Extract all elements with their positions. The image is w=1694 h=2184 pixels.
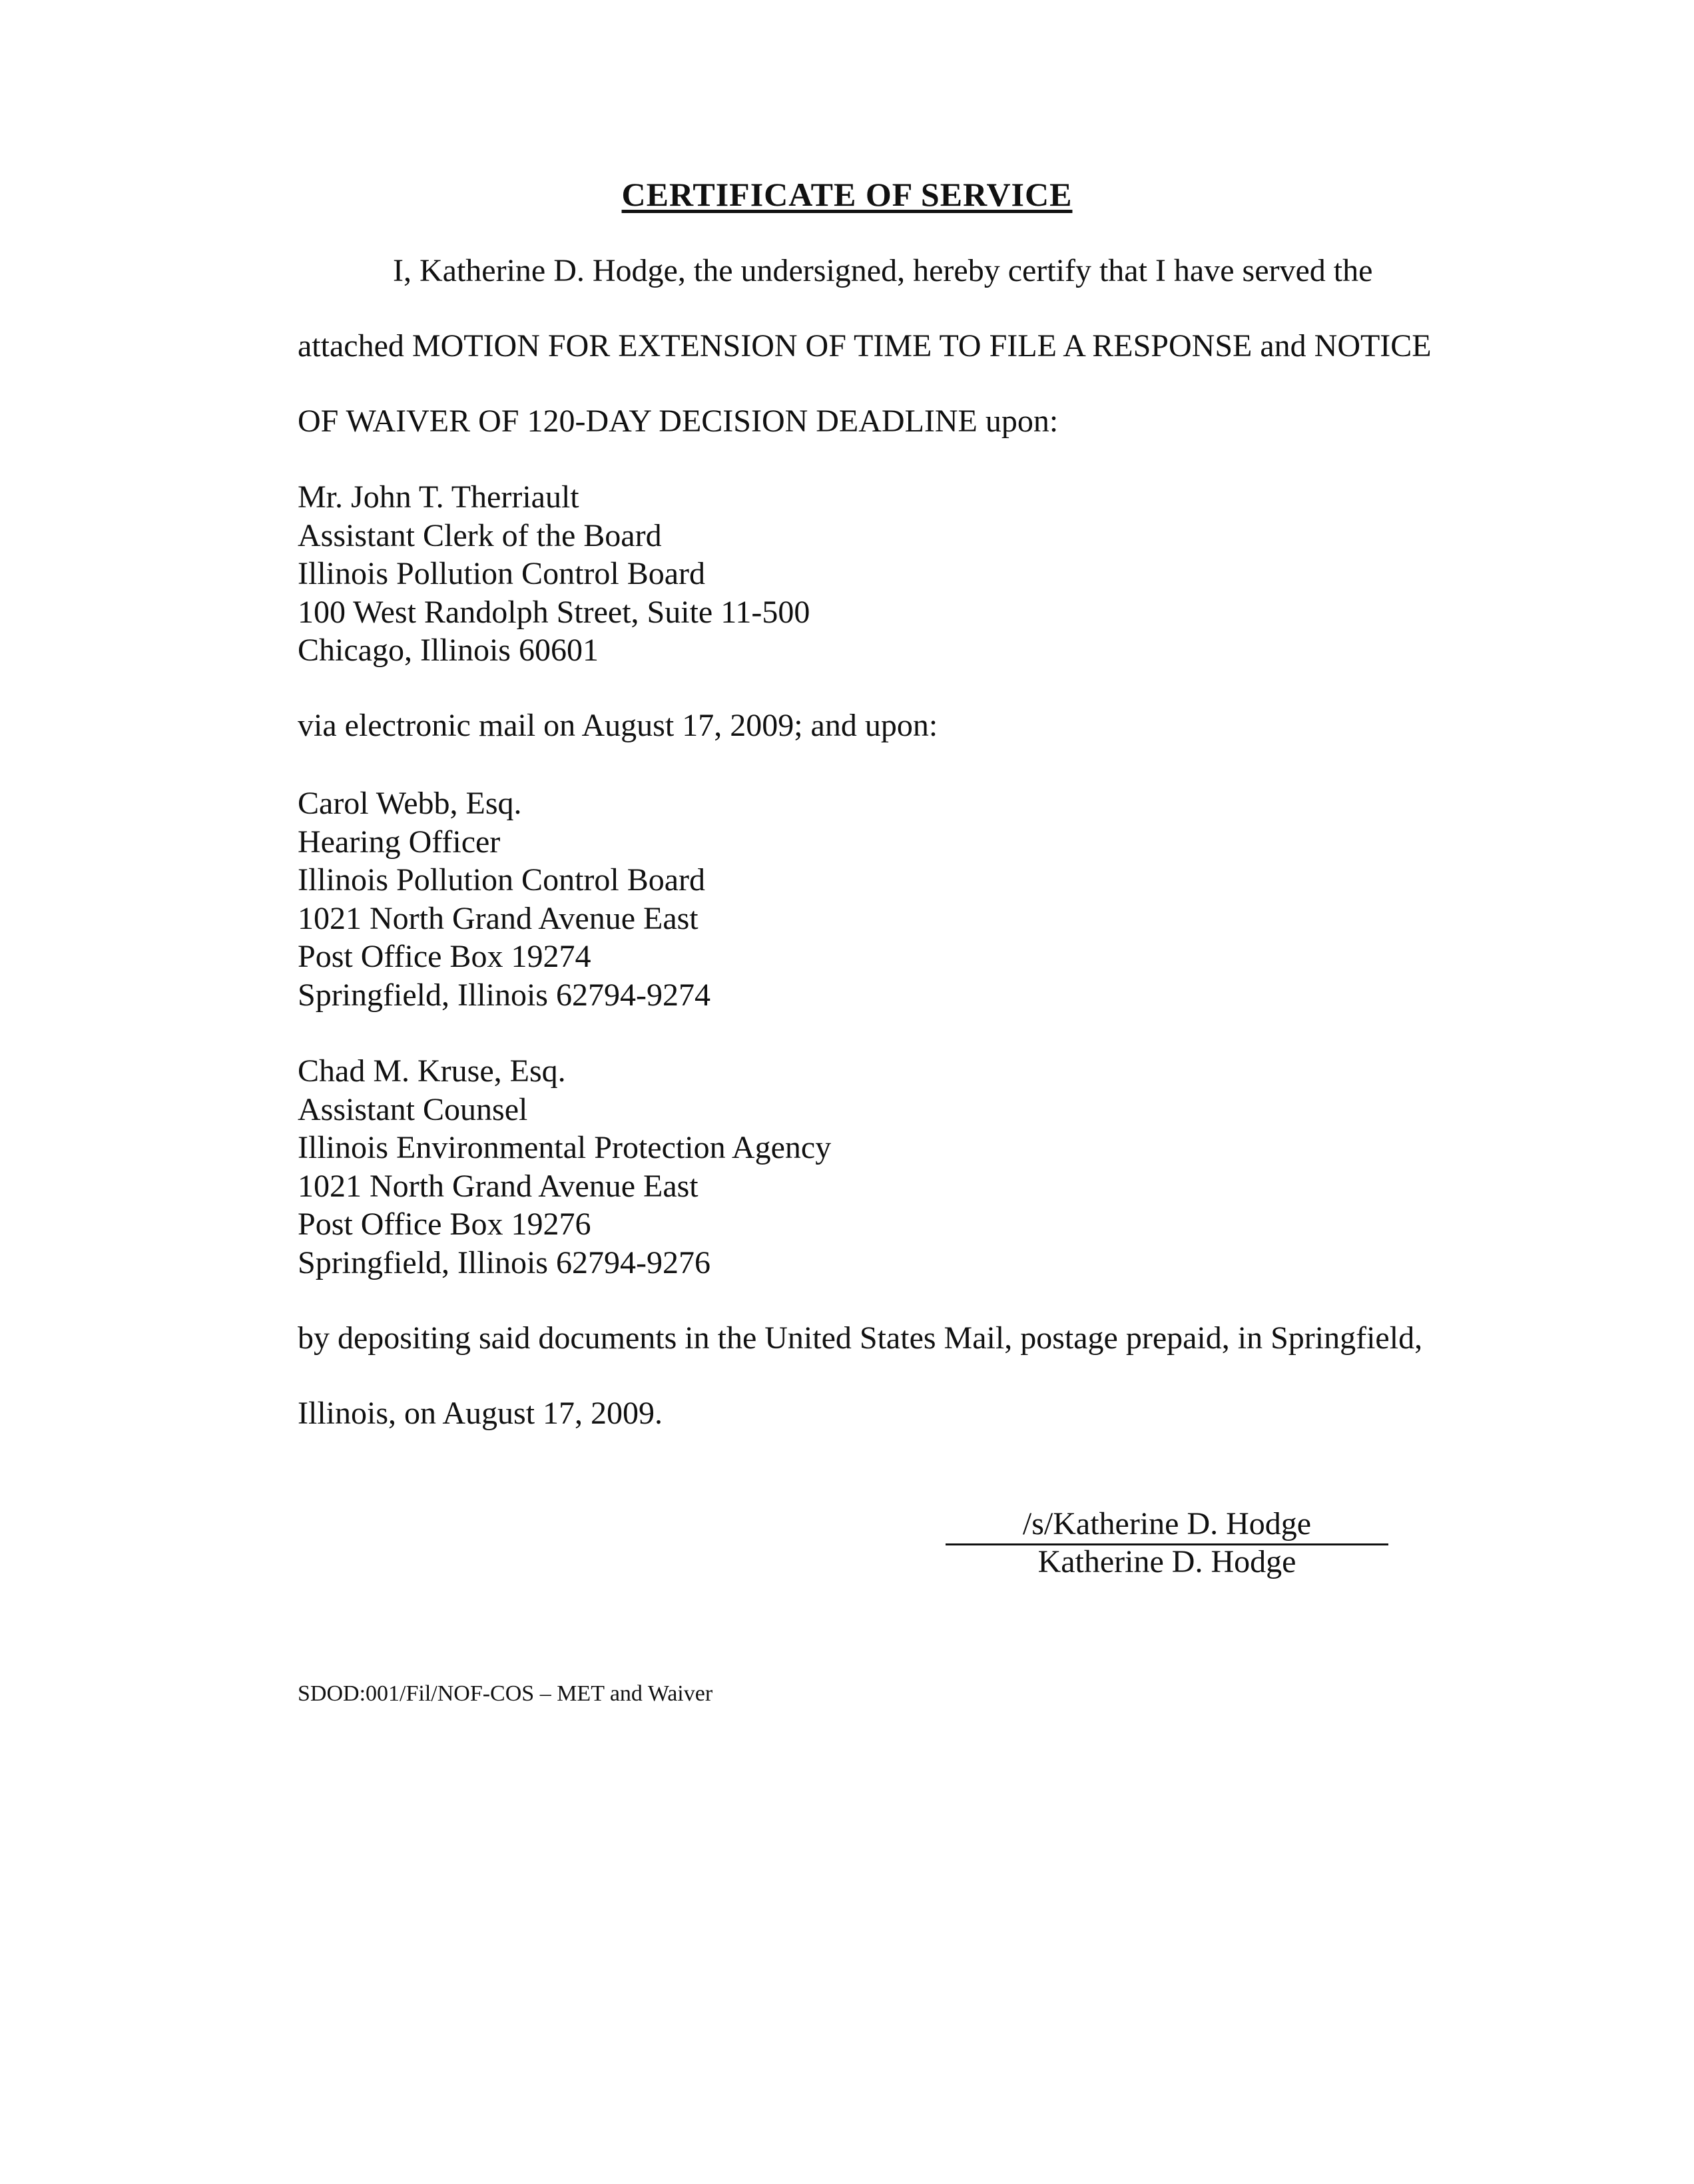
intro-line-1: I, Katherine D. Hodge, the undersigned, hereby certify that I have served the <box>393 253 1373 288</box>
address-line: Springfield, Illinois 62794-9276 <box>298 1244 710 1280</box>
recipient-address-1 <box>298 478 810 670</box>
recipient-address-2 <box>298 784 710 1014</box>
address-line: Illinois Pollution Control Board <box>298 862 706 898</box>
recipient-address-3 <box>298 1052 831 1282</box>
intro-line-3: OF WAIVER OF 120-DAY DECISION DEADLINE upon: <box>298 404 1059 439</box>
closing-line-1: by depositing said documents in the United States Mail, postage prepaid, in Springfield, <box>298 1320 1423 1356</box>
intro-line-2: attached MOTION FOR EXTENSION OF TIME TO FILE A RESPONSE and NOTICE <box>298 328 1432 364</box>
service-via-email: via electronic mail on August 17, 2009; and upon: <box>298 708 938 743</box>
address-line: Post Office Box 19276 <box>298 1207 591 1242</box>
closing-line-2: Illinois, on August 17, 2009. <box>298 1396 663 1431</box>
address-line: Hearing Officer <box>298 824 501 860</box>
address-line: 100 West Randolph Street, Suite 11-500 <box>298 594 810 630</box>
document-footer-code: SDOD:001/Fil/NOF-COS – MET and Waiver <box>298 1681 713 1706</box>
address-line: Assistant Counsel <box>298 1091 528 1127</box>
address-line: 1021 North Grand Avenue East <box>298 900 699 936</box>
address-line: 1021 North Grand Avenue East <box>298 1168 699 1204</box>
address-line: Illinois Environmental Protection Agency <box>298 1130 832 1165</box>
address-line: Carol Webb, Esq. <box>298 786 522 821</box>
address-line: Illinois Pollution Control Board <box>298 556 706 591</box>
signer-name: Katherine D. Hodge <box>1037 1544 1296 1579</box>
address-line: Chicago, Illinois 60601 <box>298 633 599 668</box>
signature-line: /s/Katherine D. Hodge <box>946 1505 1388 1545</box>
address-line: Springfield, Illinois 62794-9274 <box>298 977 710 1013</box>
address-line: Chad M. Kruse, Esq. <box>298 1053 566 1089</box>
address-line: Post Office Box 19274 <box>298 939 591 974</box>
page-title: CERTIFICATE OF SERVICE <box>621 176 1073 213</box>
address-line: Mr. John T. Therriault <box>298 479 579 515</box>
address-line: Assistant Clerk of the Board <box>298 517 662 553</box>
